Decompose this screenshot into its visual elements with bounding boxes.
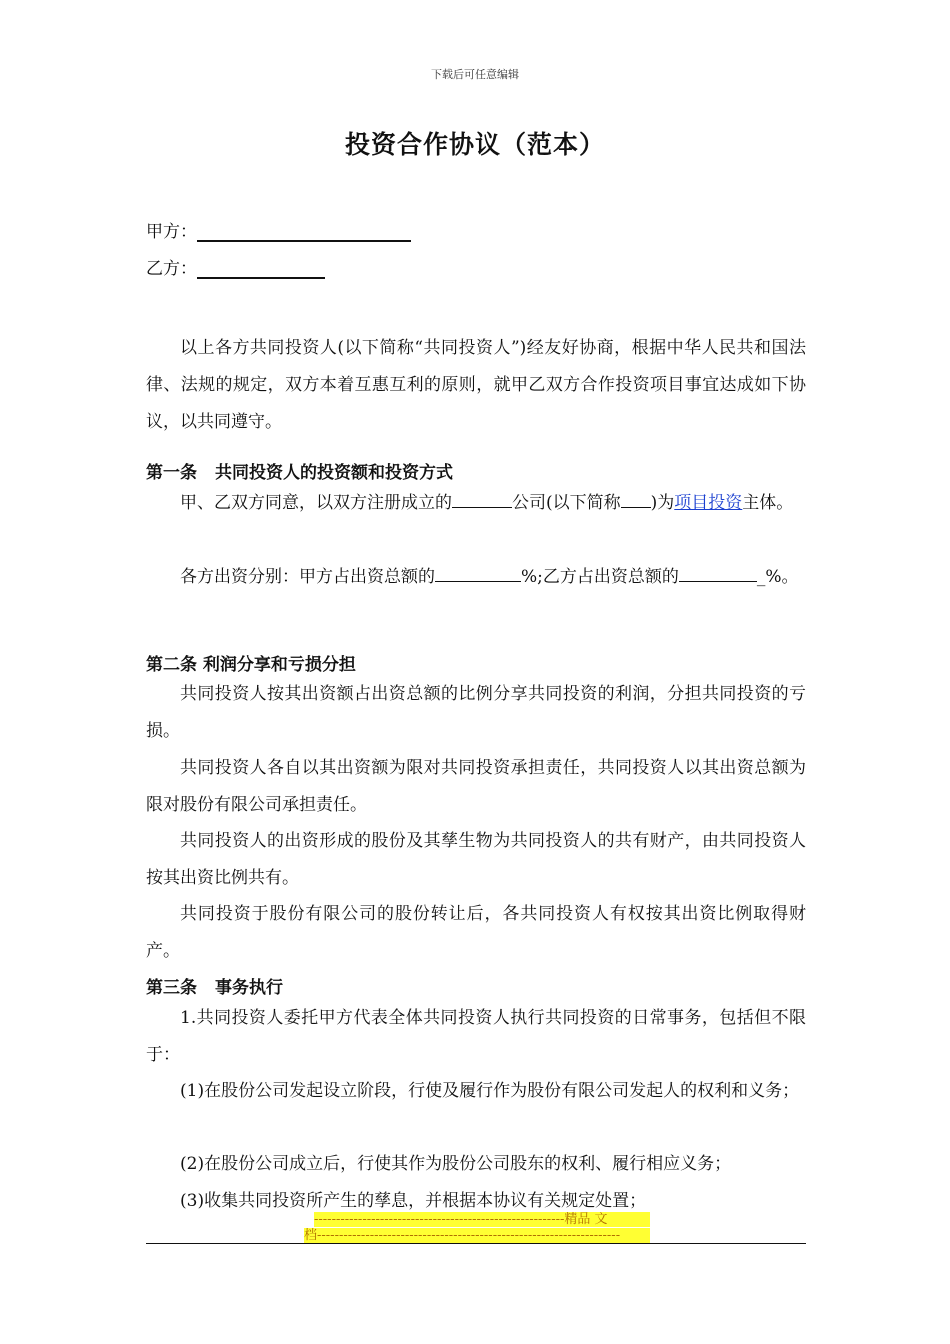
party-a-share-blank <box>435 565 521 582</box>
watermark-line-1: ---------------------------------------------------------精品 文 <box>314 1212 650 1227</box>
abbreviation-blank <box>621 491 651 508</box>
footer-rule <box>146 1243 806 1244</box>
article1-title: 共同投资人的投资额和投资方式 <box>215 463 453 483</box>
article3-item-1: (1)在股份公司发起设立阶段，行使及履行作为股份有限公司发起人的权利和义务； <box>180 1081 800 1101</box>
article2-paragraph-1: 共同投资人按其出资额占出资总额的比例分享共同投资的利润，分担共同投资的亏损。 <box>146 684 806 741</box>
article1-paragraph-2 <box>146 559 806 596</box>
article2-heading: 第二条 利润分享和亏损分担 <box>146 655 356 675</box>
article2-paragraph-4: 共同投资于股份有限公司的股份转让后，各共同投资人有权按其出资比例取得财产。 <box>146 904 806 961</box>
article3-number: 第三条 <box>146 978 197 998</box>
article1-p1-text-d: 主体。 <box>742 493 794 513</box>
project-investment-link[interactable]: 项目投资 <box>674 493 743 513</box>
article1-p1-text-a: 甲、乙双方同意，以双方注册成立的 <box>180 493 452 513</box>
watermark-line-2: 档--------------------------------------------------------------------- <box>304 1228 650 1243</box>
article3-paragraph-1: 1.共同投资人委托甲方代表全体共同投资人执行共同投资的日常事务，包括但不限于： <box>146 1008 806 1065</box>
article3-title: 事务执行 <box>215 978 283 998</box>
header-note: 下载后可任意编辑 <box>431 68 519 81</box>
article1-heading <box>146 458 453 483</box>
article2-paragraph-3: 共同投资人的出资形成的股份及其孳生物为共同投资人的共有财产，由共同投资人按其出资比例共有。 <box>146 831 806 888</box>
document-title: 投资合作协议（范本） <box>344 130 605 159</box>
article1-p2-text-c: _%。 <box>756 567 799 587</box>
party-a-label: 甲方： <box>146 222 197 242</box>
article1-p1-text-c: )为 <box>650 493 675 513</box>
article3-heading <box>146 973 283 998</box>
article1-paragraph-1 <box>146 485 806 522</box>
party-a-blank <box>197 222 411 242</box>
article1-p2-text-a: 各方出资分别：甲方占出资总额的 <box>180 567 435 587</box>
article1-number: 第一条 <box>146 463 197 483</box>
party-b-share-blank <box>679 565 757 582</box>
article1-p2-text-b: %;乙方占出资总额的 <box>521 567 679 587</box>
party-b-label: 乙方： <box>146 259 197 279</box>
party-b-row <box>146 254 325 279</box>
article3-item-2: (2)在股份公司成立后，行使其作为股份公司股东的权利、履行相应义务； <box>180 1154 732 1174</box>
article1-p1-text-b: 公司(以下简称 <box>512 493 621 513</box>
party-b-blank <box>197 259 325 279</box>
article3-item-3: (3)收集共同投资所产生的孳息，并根据本协议有关规定处置； <box>180 1191 647 1211</box>
company-name-blank <box>452 491 512 508</box>
party-a-row <box>146 217 411 242</box>
article2-paragraph-2: 共同投资人各自以其出资额为限对共同投资承担责任，共同投资人以其出资总额为限对股份有限公司承担责任。 <box>146 758 806 815</box>
preamble-paragraph: 以上各方共同投资人(以下简称“共同投资人”)经友好协商，根据中华人民共和国法律、法规的规定，双方本着互惠互利的原则，就甲乙双方合作投资项目事宜达成如下协议，以共同遵守。 <box>146 338 806 432</box>
